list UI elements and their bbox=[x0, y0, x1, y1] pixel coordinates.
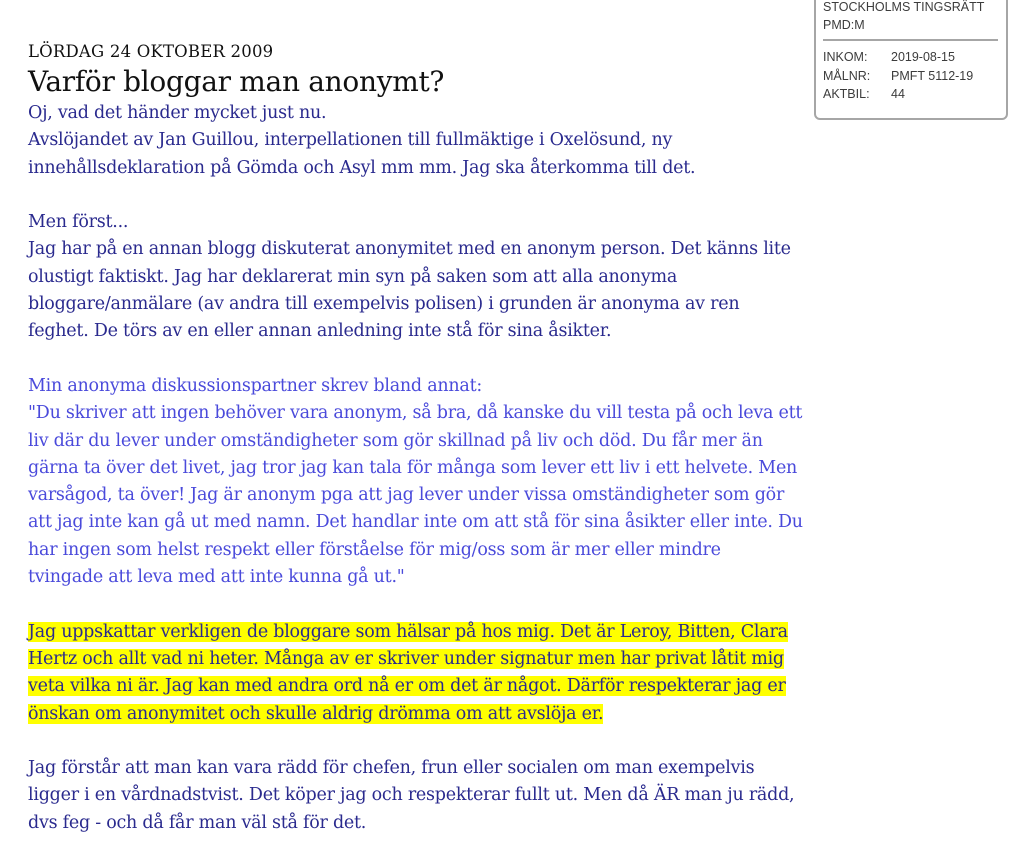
quote-line: varsågod, ta över! Jag är anonym pga att jag lever under vissa omständigheter som gör bbox=[28, 485, 785, 506]
text-line: ligger i en vårdnadstvist. Det köper jag och respekterar fullt ut. Men då ÄR man ju rädd, bbox=[28, 785, 795, 806]
highlighted-line bbox=[28, 646, 928, 673]
stamp-dept: PMD:M bbox=[823, 18, 865, 32]
quote-line: liv där du lever under omständigheter som gör skillnad på liv och död. Du får mer än bbox=[28, 430, 763, 451]
quote-line: "Du skriver att ingen behöver vara anonym, så bra, då kanske du vill testa på och leva ett bbox=[28, 403, 803, 424]
paragraph-gap bbox=[28, 591, 928, 618]
highlight-text: Hertz och allt vad ni heter. Många av er skriver under signatur men har privat låtit mig bbox=[28, 648, 784, 669]
quote-line: Min anonyma diskussionspartner skrev bland annat: bbox=[28, 375, 483, 396]
post-title: Varför bloggar man anonymt? bbox=[28, 65, 445, 98]
paragraph-anonymity bbox=[28, 209, 928, 345]
paragraph-intro bbox=[28, 100, 928, 182]
text-line: Men först... bbox=[28, 212, 129, 233]
quote-line: tvingade att leva med att inte kunna gå ut." bbox=[28, 567, 405, 588]
paragraph-gap bbox=[28, 728, 928, 755]
text-line: bloggare/anmälare (av andra till exempelvis polisen) i grunden är anonyma av ren bbox=[28, 294, 740, 315]
paragraph-fear bbox=[28, 755, 928, 837]
text-line: feghet. De törs av en eller annan anledning inte stå för sina åsikter. bbox=[28, 321, 612, 342]
paragraph-gap bbox=[28, 182, 928, 209]
stamp-value: 44 bbox=[891, 87, 905, 101]
paragraph-highlighted bbox=[28, 619, 928, 728]
text-line: Jag har på en annan blogg diskuterat anonymitet med en anonym person. Det känns lite bbox=[28, 239, 791, 260]
stamp-key: INKOM: bbox=[823, 50, 868, 64]
stamp-key: AKTBIL: bbox=[823, 87, 870, 101]
highlighted-line bbox=[28, 619, 928, 646]
paragraph-gap bbox=[28, 346, 928, 373]
text-line: Jag förstår att man kan vara rädd för chefen, frun eller socialen om man exempelvis bbox=[28, 758, 755, 779]
highlight-text: Jag uppskattar verkligen de bloggare som hälsar på hos mig. Det är Leroy, Bitten, Clara bbox=[28, 621, 788, 642]
quote-line: gärna ta över det livet, jag tror jag kan tala för många som lever ett liv i ett helvete. Men bbox=[28, 457, 798, 478]
highlight-text: veta vilka ni är. Jag kan med andra ord nå er om det är något. Därför respekterar jag er bbox=[28, 676, 786, 697]
quote-line: att jag inte kan gå ut med namn. Det handlar inte om att stå för sina åsikter eller inte. Du bbox=[28, 512, 803, 533]
quote-line: har ingen som helst respekt eller förståelse för mig/oss som är mer eller mindre bbox=[28, 539, 721, 560]
text-line: olustigt faktiskt. Jag har deklarerat min syn på saken som att alla anonyma bbox=[28, 266, 678, 287]
highlighted-line bbox=[28, 673, 928, 700]
text-line: dvs feg - och då får man väl stå för det. bbox=[28, 812, 367, 833]
post-date: LÖRDAG 24 OKTOBER 2009 bbox=[28, 42, 274, 61]
stamp-key: MÅLNR: bbox=[823, 68, 871, 83]
stamp-value: PMFT 5112-19 bbox=[891, 68, 974, 83]
text-line: innehållsdeklaration på Gömda och Asyl mm mm. Jag ska återkomma till det. bbox=[28, 157, 696, 178]
highlighted-line bbox=[28, 701, 928, 728]
highlight-text: önskan om anonymitet och skulle aldrig drömma om att avslöja er. bbox=[28, 703, 604, 724]
stamp-value: 2019-08-15 bbox=[891, 50, 955, 64]
stamp-court: STOCKHOLMS TINGSRÄTT bbox=[823, 0, 985, 14]
paragraph-quote bbox=[28, 373, 928, 591]
text-line: Oj, vad det händer mycket just nu. bbox=[28, 103, 327, 123]
blog-post bbox=[28, 40, 928, 837]
text-line: Avslöjandet av Jan Guillou, interpellationen till fullmäktige i Oxelösund, ny bbox=[28, 130, 673, 151]
